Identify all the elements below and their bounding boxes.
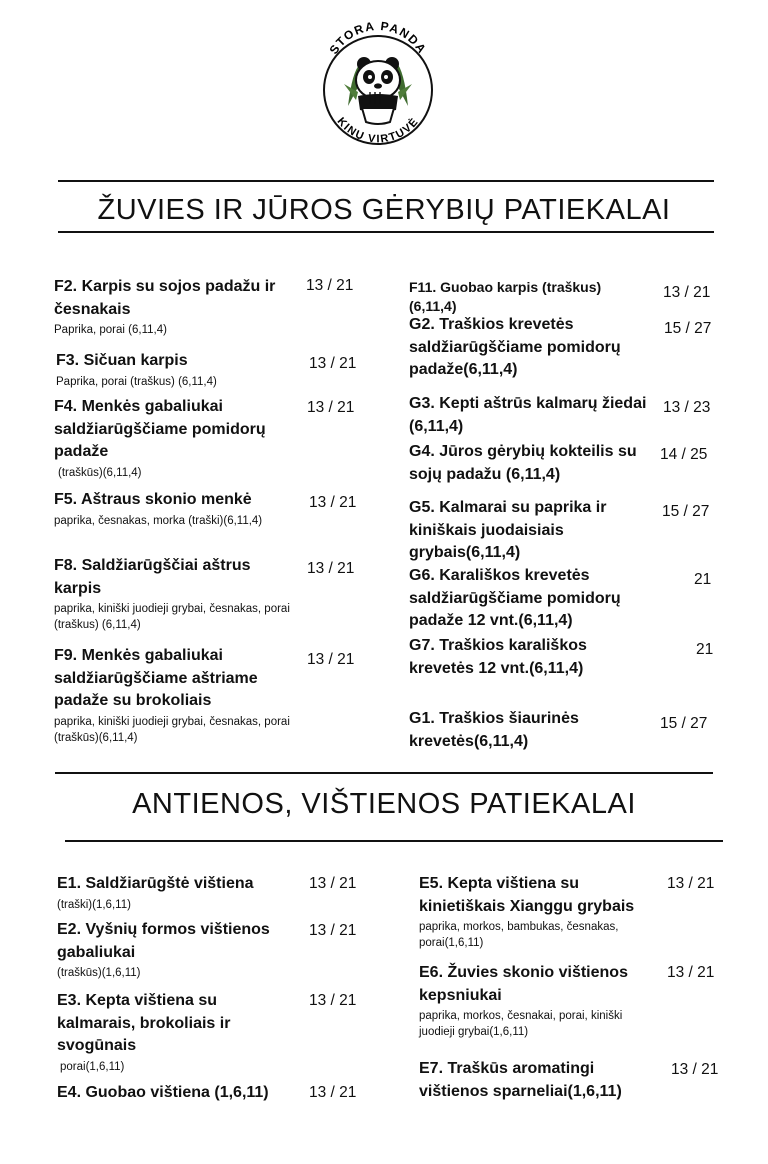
menu-item-description: paprika, morkos, česnakai, porai, kiniški juodieji grybai(1,6,11) [419, 1010, 623, 1038]
menu-item [54, 555, 299, 633]
menu-item-price: 13 / 21 [667, 964, 715, 981]
menu-item [56, 350, 296, 390]
menu-item [54, 489, 304, 529]
menu-item-name: G1. Traškios šiaurinės krevetės(6,11,4) [409, 710, 579, 750]
menu-item [409, 708, 599, 753]
menu-item-name: E2. Vyšnių formos vištienos gabaliukai [57, 921, 270, 961]
menu-item-name: F2. Karpis su sojos padažu ir česnakais [54, 278, 276, 318]
menu-item-price: 13 / 21 [309, 875, 357, 892]
menu-item-name: G2. Traškios krevetės saldžiarūgščiame pomidorų padaže(6,11,4) [409, 316, 621, 378]
menu-item-description: paprika, kiniški juodieji grybai, česnakas, porai (traškus) (6,11,4) [54, 603, 290, 631]
menu-item-price: 13 / 21 [307, 560, 355, 577]
menu-item-name: G6. Karališkos krevetės saldžiarūgščiame pomidorų padaže 12 vnt.(6,11,4) [409, 567, 621, 629]
section-title-poultry: ANTIENOS, VIŠTIENOS PATIEKALAI [132, 788, 636, 820]
menu-item [57, 919, 297, 981]
menu-item-name: F11. Guobao karpis (traškus) (6,11,4) [409, 279, 602, 314]
menu-item-price: 13 / 21 [307, 651, 355, 668]
menu-item-name: F4. Menkės gabaliukai saldžiarūgščiame pomidorų padaže [54, 398, 266, 460]
menu-item-name: G3. Kepti aštrūs kalmarų žiedai (6,11,4) [409, 395, 647, 435]
menu-item-price: 21 [694, 571, 712, 588]
menu-item-price: 14 / 25 [660, 446, 708, 463]
menu-item-description: (traškūs)(1,6,11) [57, 967, 141, 979]
menu-item-description: paprika, morkos, bambukas, česnakas, porai(1,6,11) [419, 921, 619, 949]
menu-item-name: F3. Sičuan karpis [56, 352, 188, 369]
menu-item-name: E4. Guobao vištiena (1,6,11) [57, 1084, 269, 1101]
menu-item [54, 396, 294, 481]
menu-item-name: E6. Žuvies skonio vištienos kepsniukai [419, 964, 628, 1004]
menu-item-price: 15 / 27 [662, 503, 710, 520]
menu-item-name: E3. Kepta vištiena su kalmarais, brokoliais ir svogūnais [57, 992, 231, 1054]
menu-item [409, 441, 654, 486]
menu-item-price: 13 / 21 [309, 922, 357, 939]
menu-item [54, 276, 294, 338]
menu-item-price: 21 [696, 641, 714, 658]
logo-top-text: STORA PANDA [326, 18, 430, 57]
menu-item [409, 278, 629, 316]
menu-item [409, 393, 649, 438]
divider [58, 231, 714, 233]
menu-item [409, 497, 629, 565]
menu-item-price: 13 / 21 [309, 1084, 357, 1101]
menu-item-description: paprika, kiniški juodieji grybai, česnakas, porai (traškūs)(6,11,4) [54, 715, 290, 744]
menu-item-description: paprika, česnakas, morka (traški)(6,11,4) [54, 514, 263, 527]
menu-item [409, 565, 649, 633]
menu-item-price: 13 / 21 [671, 1061, 719, 1078]
menu-item [419, 962, 659, 1040]
logo-bottom-text: KINŲ VIRTUVĖ [334, 115, 422, 146]
divider [65, 840, 723, 842]
menu-item-name: F8. Saldžiarūgščiai aštrus karpis [54, 557, 251, 597]
menu-item-price: 13 / 21 [663, 284, 711, 301]
menu-item-price: 13 / 21 [667, 875, 715, 892]
menu-item [57, 1082, 297, 1105]
divider [55, 772, 713, 774]
menu-item-price: 13 / 21 [306, 277, 354, 294]
panda-icon [344, 57, 412, 124]
menu-item-description: Paprika, porai (traškus) (6,11,4) [56, 375, 217, 388]
menu-item-price: 13 / 23 [663, 399, 711, 416]
menu-item-price: 13 / 21 [309, 992, 357, 1009]
menu-item [419, 1058, 644, 1103]
restaurant-logo [318, 14, 438, 154]
menu-item-description: (traškūs)(6,11,4) [58, 466, 142, 479]
menu-item-price: 13 / 21 [309, 355, 357, 372]
menu-item-description: (traški)(1,6,11) [57, 898, 131, 911]
menu-item-description: Paprika, porai (6,11,4) [54, 324, 167, 336]
divider-top [58, 180, 714, 182]
menu-item-name: F9. Menkės gabaliukai saldžiarūgščiame aštriame padaže su brokoliais [54, 647, 258, 709]
menu-item [409, 314, 649, 382]
menu-item-name: G7. Traškios karališkos krevetės 12 vnt.(6,11,4) [409, 637, 587, 677]
menu-item-price: 15 / 27 [660, 715, 708, 732]
menu-item [409, 635, 609, 680]
menu-item [57, 990, 257, 1075]
menu-item-name: F5. Aštraus skonio menkė [54, 491, 252, 508]
menu-item-price: 15 / 27 [664, 320, 712, 337]
menu-item-description: porai(1,6,11) [60, 1060, 125, 1073]
menu-item-price: 13 / 21 [309, 494, 357, 511]
menu-item-name: G5. Kalmarai su paprika ir kiniškais juodaisiais grybais(6,11,4) [409, 499, 607, 561]
menu-item [419, 873, 659, 951]
menu-item-name: E7. Traškūs aromatingi vištienos sparneliai(1,6,11) [419, 1060, 622, 1100]
menu-item-name: E5. Kepta vištiena su kinietiškais Xianggu grybais [419, 875, 635, 915]
menu-item-name: E1. Saldžiarūgštė vištiena [57, 875, 254, 892]
menu-item-name: G4. Jūros gėrybių kokteilis su sojų padažu (6,11,4) [409, 443, 637, 483]
menu-item [57, 873, 297, 913]
section-title-seafood: ŽUVIES IR JŪROS GĖRYBIŲ PATIEKALAI [97, 194, 671, 226]
menu-item [54, 645, 299, 746]
menu-item-price: 13 / 21 [307, 399, 355, 416]
